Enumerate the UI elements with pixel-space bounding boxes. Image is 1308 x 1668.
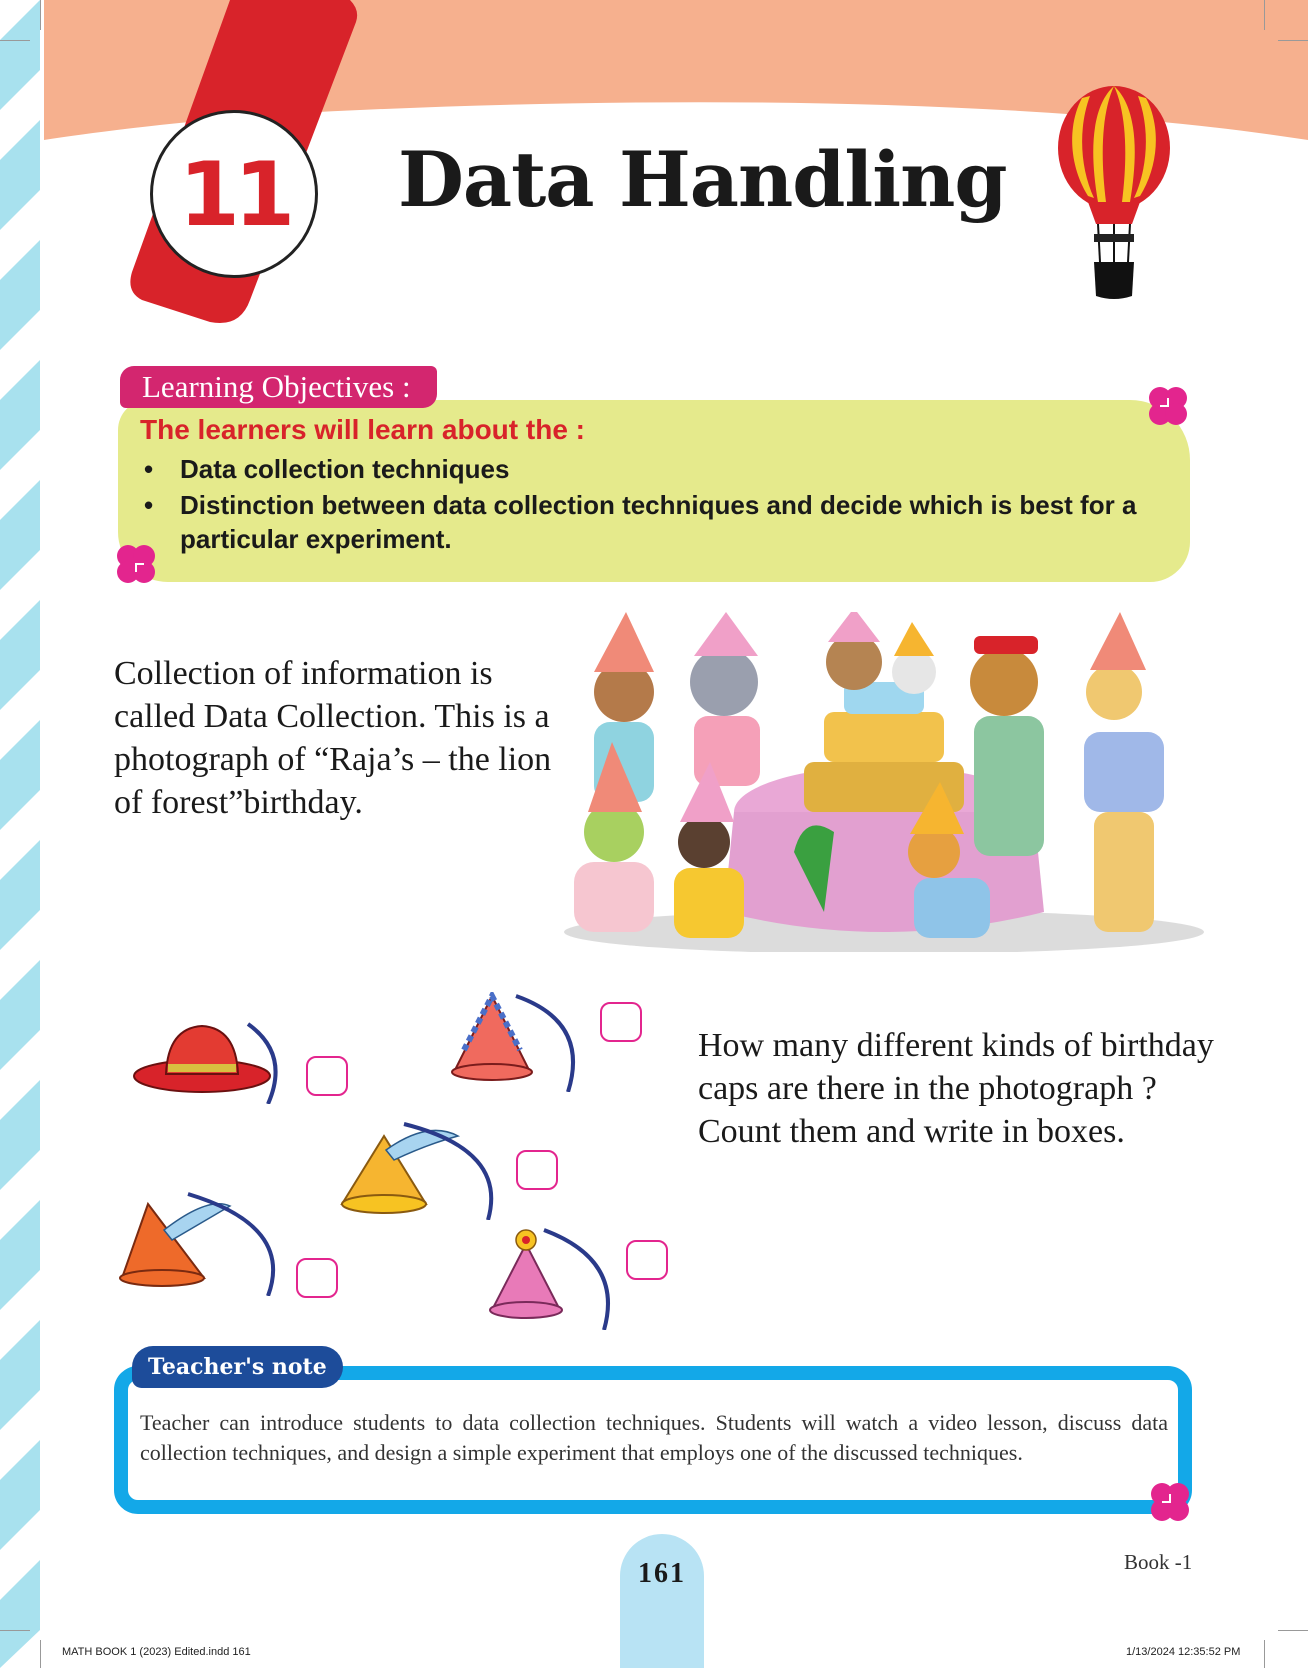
party-cap-icon [440,992,600,1092]
print-slug-left: MATH BOOK 1 (2023) Edited.indd 161 [62,1646,251,1658]
answer-box[interactable] [306,1056,348,1096]
chapter-number: 11 [178,142,290,246]
chapter-title: Data Handling [398,135,1007,224]
answer-box[interactable] [516,1150,558,1190]
feather-cap-icon [118,1186,288,1296]
crop-mark [0,40,30,41]
crop-mark [1278,40,1308,41]
left-stripe-decoration [0,0,44,1668]
crop-mark [1264,1640,1265,1668]
page-number: 161 [638,1558,686,1589]
teacher-note-tag: Teacher's note [132,1346,343,1388]
chapter-badge [150,110,318,278]
flower-icon [1148,1480,1192,1524]
teacher-note-text: Teacher can introduce students to data collection techniques. Students will watch a video lesson, discuss data collection techniques, and design a simple experiment that employs one of the discussed techniques. [140,1410,1168,1465]
book-label: Book -1 [1124,1550,1193,1574]
list-item: • Distinction between data collection techniques and decide which is best for a particular experiment. [144,490,1137,554]
hot-air-balloon-icon [1054,84,1174,304]
flower-icon [114,542,158,586]
flower-cap-icon [484,1220,624,1330]
objectives-intro: The learners will learn about the : [140,414,585,445]
answer-box[interactable] [296,1258,338,1298]
crop-mark [1278,1630,1308,1631]
crop-mark [0,1630,30,1631]
objective-text: Data collection techniques [180,454,510,484]
question-paragraph: How many different kinds of birthday caps are there in the photograph ? Count them and write in boxes. [698,1027,1214,1150]
cowboy-hat-icon [130,1014,290,1104]
crop-mark [40,1640,41,1668]
intro-paragraph: Collection of information is called Data Collection. This is a photograph of “Raja’s – the lion of forest”birthday. [114,655,552,821]
answer-box[interactable] [600,1002,642,1042]
print-slug-right: 1/13/2024 12:35:52 PM [1126,1646,1241,1658]
objective-text: Distinction between data collection techniques and decide which is best for a particular experiment. [180,490,1137,554]
flower-icon [1146,384,1190,428]
objectives-list [140,452,1180,558]
answer-box[interactable] [626,1240,668,1280]
crop-mark [40,0,41,30]
objectives-tag: Learning Objectives : [120,366,437,408]
crop-mark [1264,0,1265,30]
birthday-party-illustration [554,612,1210,952]
list-item: • Data collection techniques [144,454,510,484]
feather-cap-icon [338,1120,508,1220]
page-number-tab [620,1534,704,1668]
